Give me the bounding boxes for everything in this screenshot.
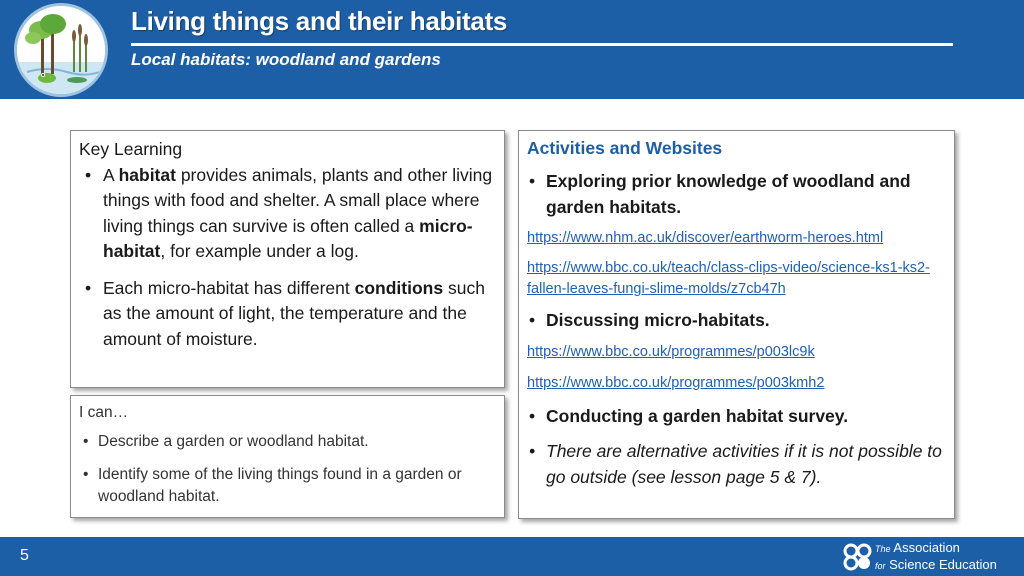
page-subtitle: Local habitats: woodland and gardens <box>131 50 441 69</box>
i-can-item: • Describe a garden or woodland habitat. <box>79 431 496 453</box>
activities-box <box>518 130 955 519</box>
key-learning-box <box>70 130 505 388</box>
key-learning-item: • A habitat provides animals, plants and other living things with food and shelter. A small place where living things can survive is often called a micro-habitat, for example under a log. <box>79 163 496 265</box>
activities-heading: Activities and Websites <box>527 138 723 158</box>
ase-logo-icon <box>843 541 873 571</box>
nhm-earthworm-link[interactable]: https://www.nhm.ac.uk/discover/earthworm-heroes.html <box>527 230 884 246</box>
i-can-item: • Identify some of the living things found in a garden or woodland habitat. <box>79 464 496 508</box>
page-number: 5 <box>20 547 29 564</box>
i-can-heading: I can… <box>79 404 129 421</box>
habitat-logo-icon <box>14 3 108 97</box>
i-can-list <box>79 431 496 508</box>
bbc-programme-link-2[interactable]: https://www.bbc.co.uk/programmes/p003kmh2 <box>527 374 825 391</box>
page-title: Living things and their habitats <box>131 6 508 36</box>
activity-item: • Exploring prior knowledge of woodland and garden habitats. <box>527 169 946 220</box>
bbc-programme-link-1[interactable]: https://www.bbc.co.uk/programmes/p003lc9k <box>527 343 815 360</box>
ase-wordmark: The Association for Science Education <box>875 540 997 572</box>
key-learning-item: • Each micro-habitat has different conditions such as the amount of light, the temperature and the amount of moisture. <box>79 276 496 353</box>
activity-note: • There are alternative activities if it is not possible to go outside (see lesson page 5 & 7). <box>527 439 946 490</box>
header-bar <box>0 0 1024 99</box>
footer-bar <box>0 537 1024 576</box>
activity-item: • Conducting a garden habitat survey. <box>527 404 946 430</box>
title-divider <box>131 43 953 46</box>
key-learning-heading: Key Learning <box>79 139 183 159</box>
activity-item: • Discussing micro-habitats. <box>527 308 946 334</box>
key-learning-list <box>79 163 496 353</box>
i-can-box <box>70 395 505 518</box>
bbc-fallen-leaves-link[interactable]: https://www.bbc.co.uk/teach/class-clips-video/science-ks1-ks2-fallen-leaves-fungi-slime-molds/z7cb47h <box>527 260 930 297</box>
